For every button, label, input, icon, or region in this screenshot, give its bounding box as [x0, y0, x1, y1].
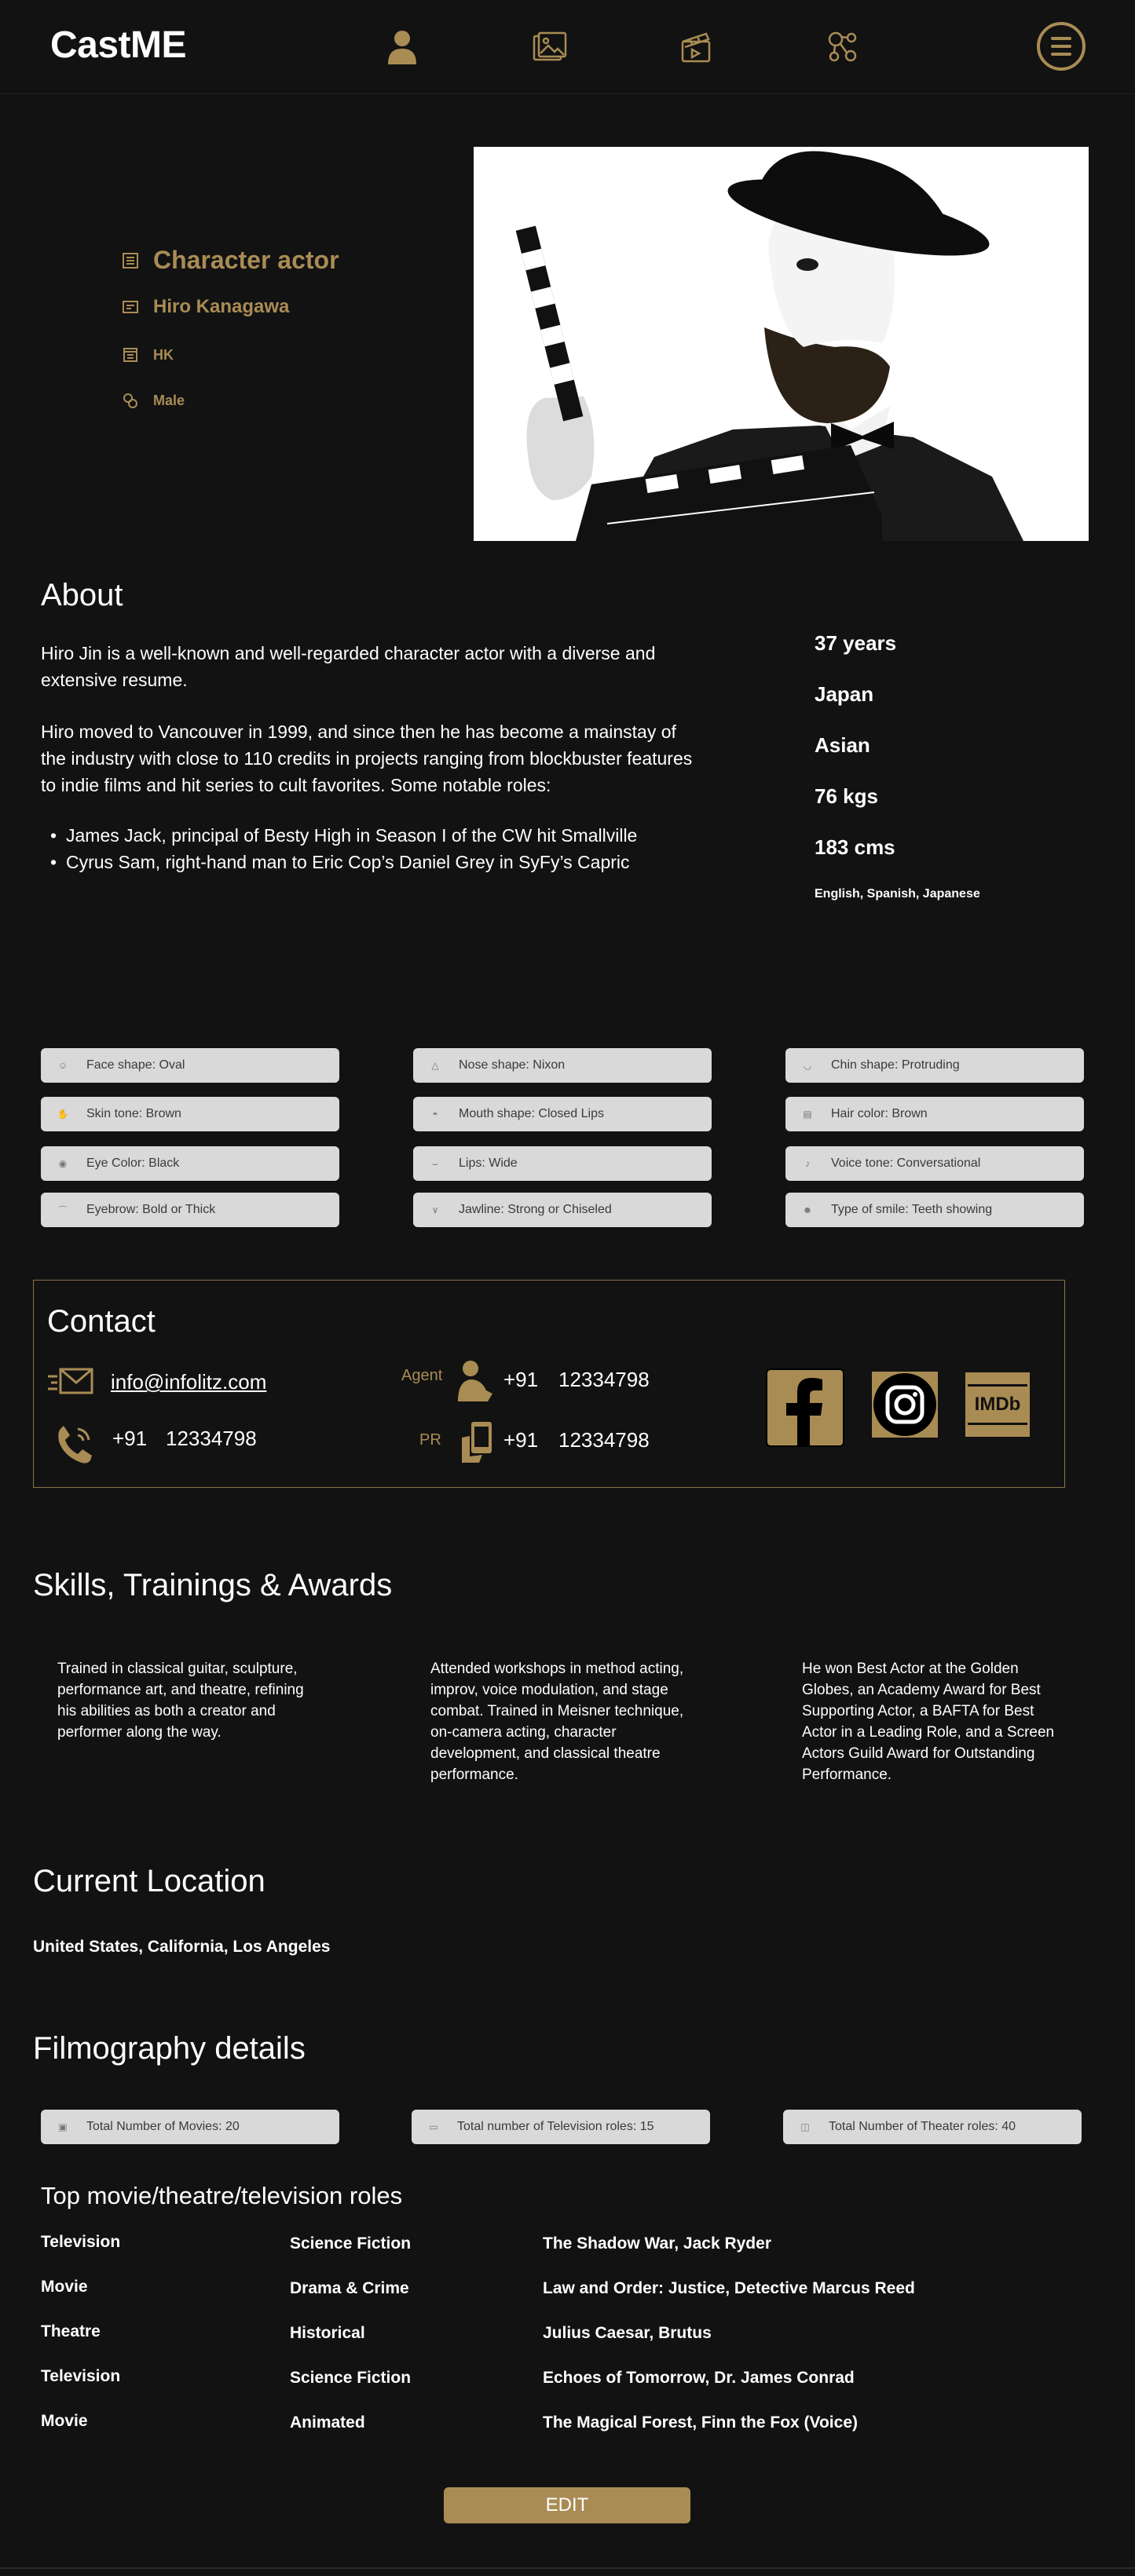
agent-icon [456, 1359, 494, 1405]
skin-icon: ✋ [57, 1109, 69, 1120]
feature-chin-shape: ◡ Chin shape: Protruding [785, 1048, 1084, 1083]
notable-roles-list [41, 822, 701, 875]
pr-phone-icon [459, 1420, 496, 1468]
agent-phone-code: +91 [503, 1368, 539, 1391]
pr-phone-number[interactable]: 12334798 [558, 1428, 650, 1452]
total-movies: ▣ Total Number of Movies: 20 [41, 2110, 339, 2144]
film-icon: ▣ [58, 2121, 68, 2132]
hero-region [122, 346, 174, 364]
imdb-icon[interactable] [965, 1372, 1030, 1437]
gender-icon [122, 392, 139, 409]
total-theater: ◫ Total Number of Theater roles: 40 [783, 2110, 1082, 2144]
region: HK [153, 346, 174, 363]
mouth-icon: ◓ [432, 1109, 438, 1120]
email-link[interactable]: info@infolitz.com [111, 1370, 267, 1394]
id-card-icon [122, 298, 139, 316]
total-television: ▭ Total number of Television roles: 15 [412, 2110, 710, 2144]
agent-phone-number[interactable]: 12334798 [558, 1368, 650, 1391]
pr-label: PR [419, 1431, 441, 1449]
phone-code: +91 [112, 1427, 148, 1450]
clapperboard-icon[interactable] [677, 28, 715, 66]
skills-heading: Skills, Trainings & Awards [33, 1568, 393, 1602]
feature-jawline: ∨ Jawline: Strong or Chiseled [413, 1193, 712, 1227]
phone-icon [56, 1424, 93, 1469]
feature-eye-color: ◉ Eye Color: Black [41, 1146, 339, 1181]
contact-heading: Contact [47, 1304, 156, 1339]
about-text [41, 640, 701, 875]
list-item: • James Jack, principal of Besty High in Season I of the CW hit Smallville [41, 822, 701, 849]
actor-name: Hiro Kanagawa [153, 296, 290, 317]
smile-icon: ☻ [802, 1204, 813, 1215]
stat-languages: English, Spanish, Japanese [815, 887, 980, 901]
gallery-icon[interactable] [531, 28, 569, 66]
phone-number[interactable]: 12334798 [166, 1427, 257, 1450]
feature-nose-shape: △ Nose shape: Nixon [413, 1048, 712, 1083]
location-heading: Current Location [33, 1864, 265, 1898]
stat-country: Japan [815, 682, 874, 706]
voice-icon: ♪ [805, 1158, 810, 1169]
facebook-icon[interactable] [764, 1367, 840, 1442]
feature-eyebrow: ⌒ Eyebrow: Bold or Thick [41, 1193, 339, 1227]
feature-face-shape: ☺ Face shape: Oval [41, 1048, 339, 1083]
feature-lips: ⌣ Lips: Wide [413, 1146, 712, 1181]
lips-icon: ⌣ [432, 1157, 438, 1169]
list-item: • Cyrus Sam, right-hand man to Eric Cop’s Daniel Grey in SyFy’s Capric [41, 849, 701, 875]
user-icon[interactable] [383, 28, 421, 66]
briefcase-icon [122, 252, 139, 269]
instagram-icon[interactable] [872, 1372, 938, 1438]
logo[interactable]: CastME [50, 24, 187, 66]
contact-card [33, 1280, 1065, 1488]
top-navbar [0, 0, 1135, 94]
skills-text: Trained in classical guitar, sculpture, performance art, and theatre, refining his abilities as both a creator and performer along the way. [57, 1661, 304, 1741]
eyebrow-icon: ⌒ [57, 1204, 68, 1216]
stat-weight: 76 kgs [815, 784, 878, 808]
hair-icon: ▤ [803, 1109, 812, 1120]
face-icon: ☺ [57, 1060, 68, 1071]
feature-mouth-shape: ◓ Mouth shape: Closed Lips [413, 1097, 712, 1131]
filmography-heading: Filmography details [33, 2031, 306, 2066]
role-title: Character actor [153, 246, 339, 274]
stat-age: 37 years [815, 631, 897, 655]
feature-voice-tone: ♪ Voice tone: Conversational [785, 1146, 1084, 1181]
location-value: United States, California, Los Angeles [33, 1938, 331, 1956]
about-paragraph-2: Hiro moved to Vancouver in 1999, and since then he has become a mainstay of the industry with close to 110 credits in projects ranging from blockbuster features to indie films and hit series to cult favorites. Some notable roles: [41, 722, 693, 795]
hero-gender [122, 392, 185, 409]
theater-icon: ◫ [800, 2121, 810, 2132]
pr-phone-code: +91 [503, 1428, 539, 1452]
about-paragraph-1: Hiro Jin is a well-known and well-regarded character actor with a diverse and extensive resume. [41, 643, 656, 690]
hamburger-menu-icon[interactable] [1037, 22, 1086, 71]
hero-name [122, 296, 289, 318]
about-heading: About [41, 578, 123, 612]
stat-ethnicity: Asian [815, 733, 870, 757]
profile-photo [474, 147, 1089, 541]
email-icon [46, 1367, 95, 1401]
network-icon[interactable] [823, 28, 861, 66]
feature-smile: ☻ Type of smile: Teeth showing [785, 1193, 1084, 1227]
top-roles-heading: Top movie/theatre/television roles [41, 2182, 403, 2209]
feature-hair-color: ▤ Hair color: Brown [785, 1097, 1084, 1131]
stat-height: 183 cms [815, 835, 895, 859]
eye-icon: ◉ [58, 1158, 68, 1169]
imdb-label: IMDb [974, 1394, 1021, 1415]
tv-icon: ▭ [429, 2121, 438, 2132]
chin-icon: ◡ [803, 1060, 812, 1071]
feature-skin-tone: ✋ Skin tone: Brown [41, 1097, 339, 1131]
gender: Male [153, 392, 185, 408]
trainings-text: Attended workshops in method acting, improv, voice modulation, and stage combat. Trained in Meisner technique, on-camera acting, character development, and classical theatre performance. [430, 1661, 684, 1783]
nose-icon: △ [431, 1060, 439, 1071]
jawline-icon: ∨ [431, 1204, 439, 1215]
awards-text: He won Best Actor at the Golden Globes, an Academy Award for Best Supporting Actor, a BAFTA for Best Actor in a Leading Role, and a Screen Actors Guild Award for Outstanding Performance. [802, 1661, 1055, 1783]
agent-label: Agent [401, 1367, 443, 1384]
hero-role [122, 246, 339, 275]
footer-divider [0, 2567, 1135, 2569]
edit-button[interactable]: EDIT [444, 2487, 690, 2523]
building-icon [122, 346, 139, 364]
